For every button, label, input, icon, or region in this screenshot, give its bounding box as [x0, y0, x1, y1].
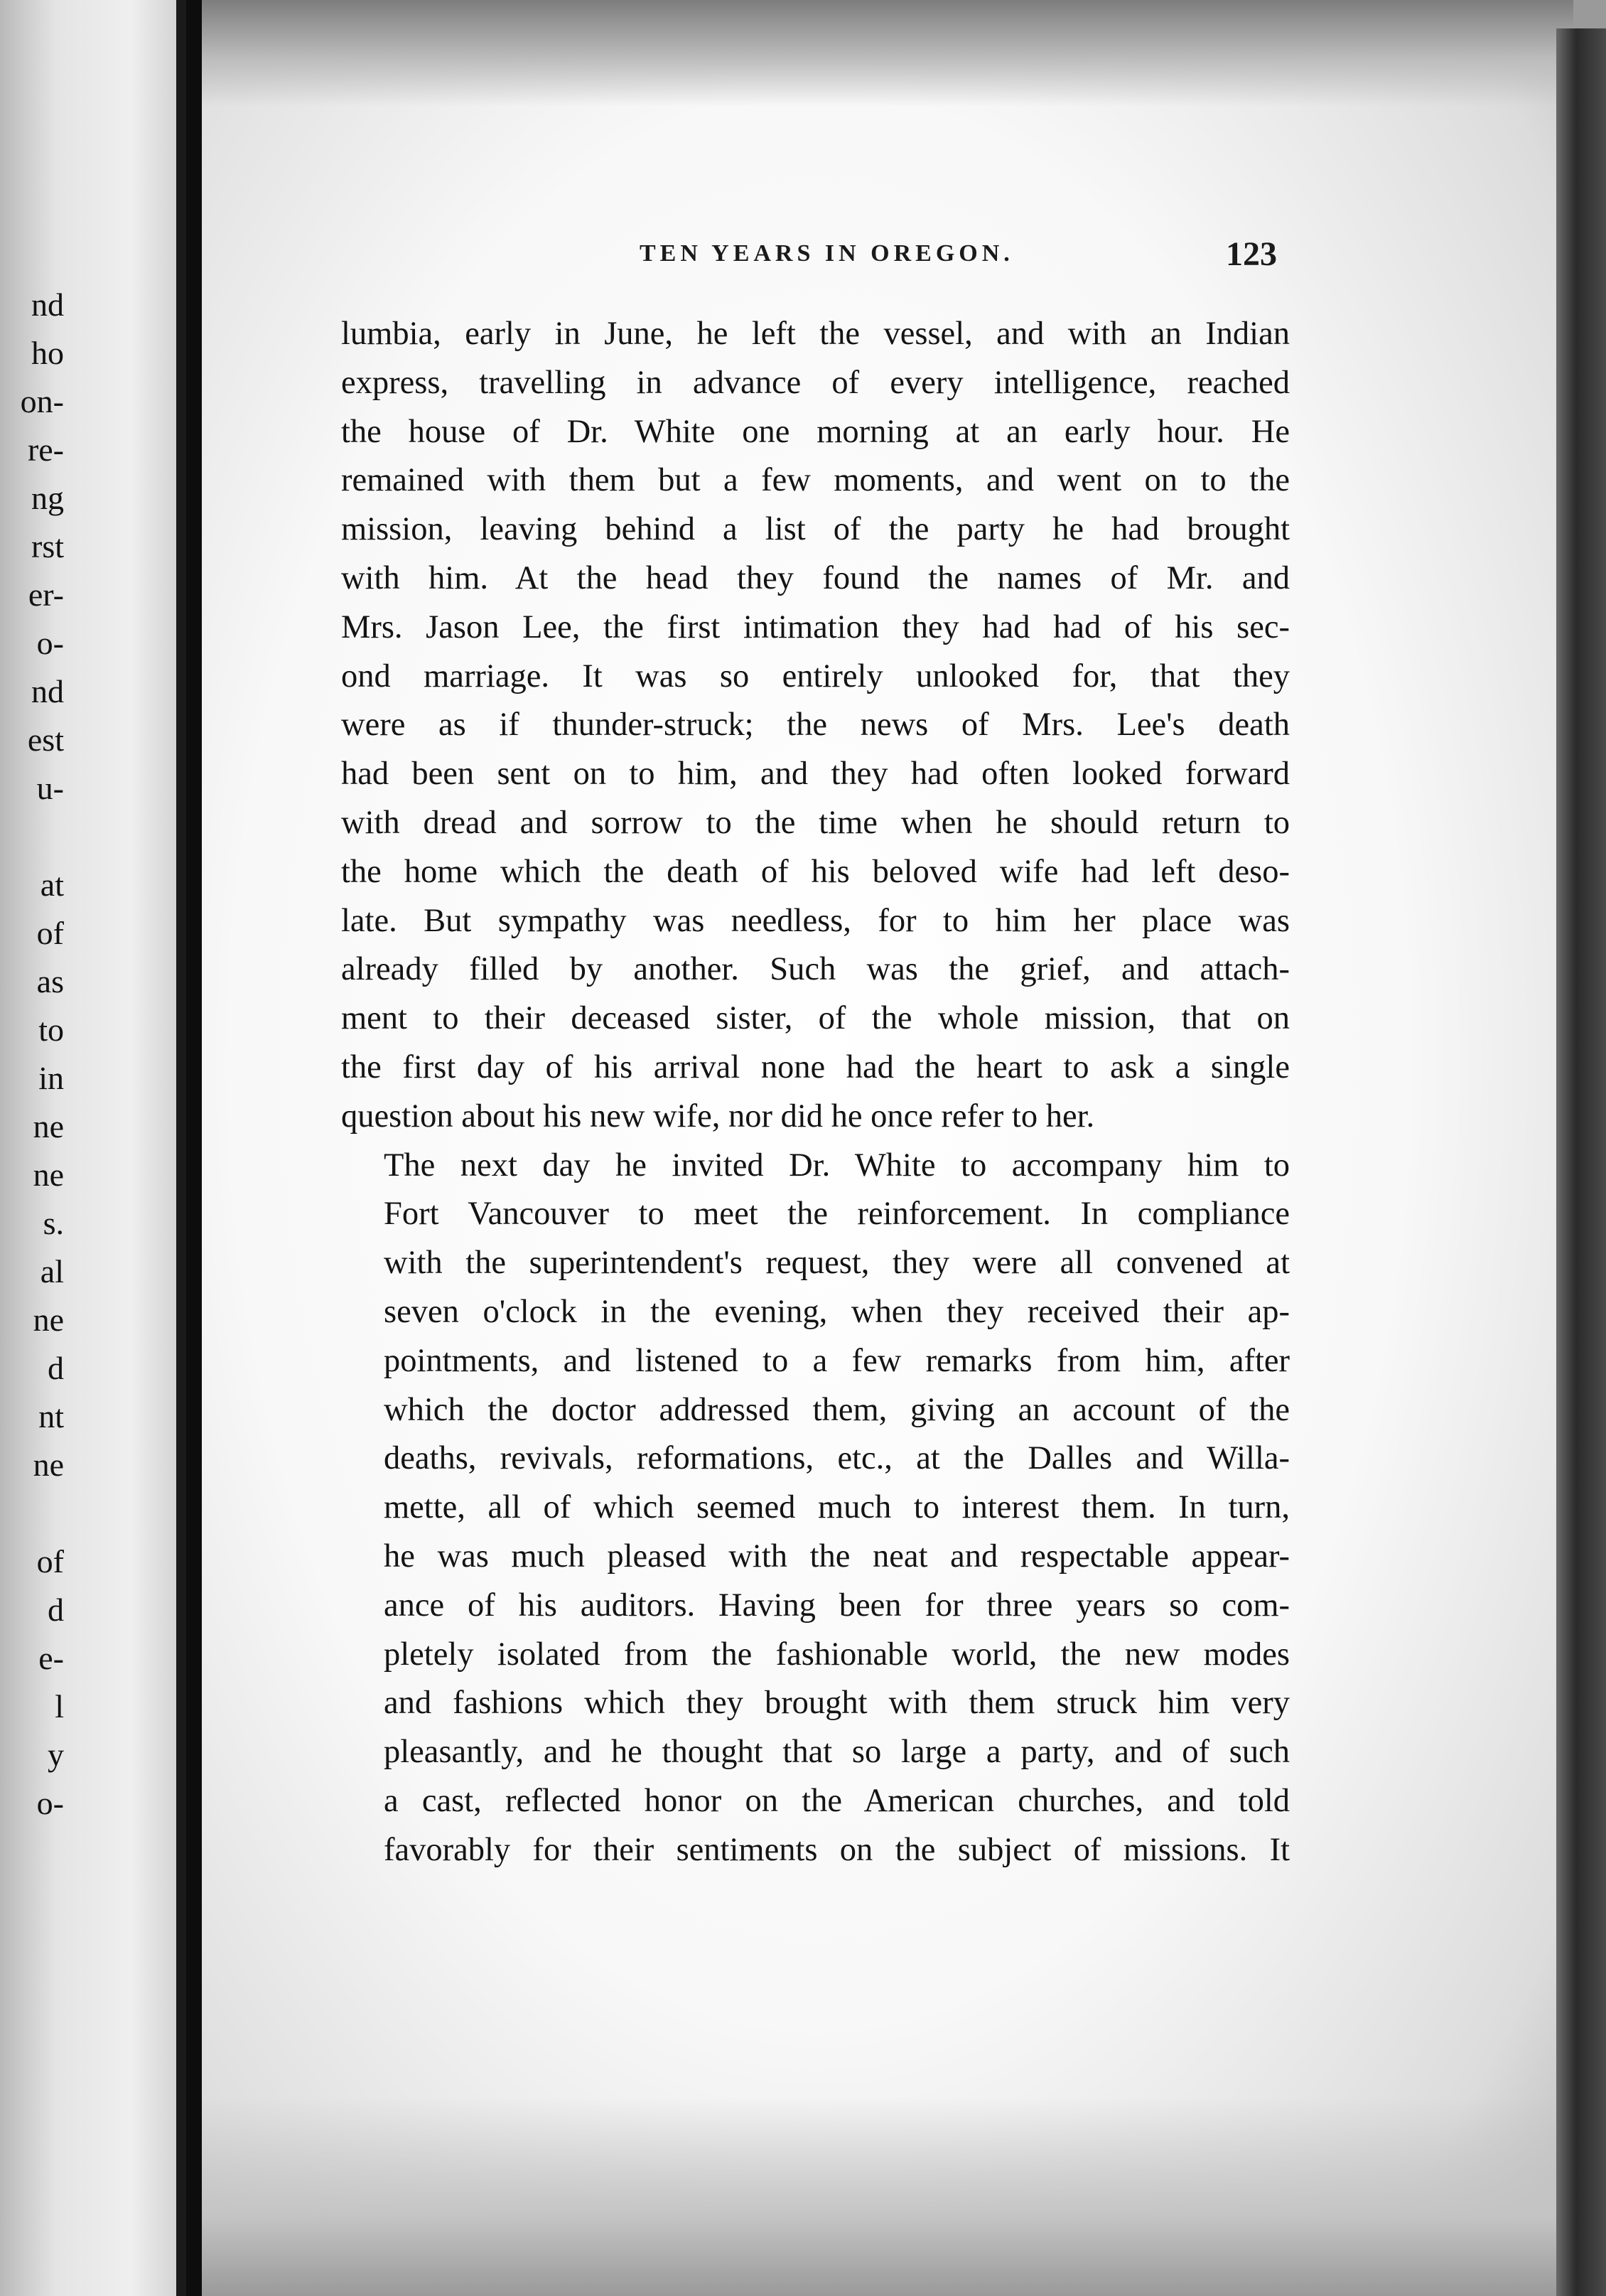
fragment-line: o- [36, 625, 64, 661]
facing-page-text-fragments [0, 281, 64, 1828]
body-text [341, 310, 1290, 1875]
text-line: question about his new wife, nor did he once refer to her. [341, 1098, 1095, 1134]
text-line: and fashions which they brought with them struck him very [384, 1685, 1290, 1722]
text-line: with the superintendent's request, they were all convened at [384, 1245, 1290, 1282]
fragment-line: ne [33, 1108, 64, 1144]
fragment-line: to [38, 1012, 64, 1048]
text-line: ance of his auditors. Having been for three years so com- [384, 1587, 1290, 1624]
fragment-line: in [38, 1060, 64, 1096]
fragment-line: ho [31, 335, 64, 371]
fragment-line: o- [36, 1785, 64, 1821]
text-line: mette, all of which seemed much to interest them. In turn, [384, 1489, 1290, 1526]
book-gutter [186, 0, 202, 2296]
text-line: pletely isolated from the fashionable world, the new modes [384, 1636, 1290, 1673]
top-shadow [202, 0, 1573, 107]
right-page-edge [1556, 28, 1606, 2296]
text-line: late. But sympathy was needless, for to him her place was [341, 902, 1290, 939]
text-line: The next day he invited Dr. White to accompany him to [384, 1147, 1290, 1184]
page-edge [176, 0, 186, 2296]
text-line: a cast, reflected honor on the American churches, and told [384, 1782, 1290, 1819]
fragment-line: ne [33, 1447, 64, 1483]
fragment-line: er- [28, 576, 64, 613]
text-line: seven o'clock in the evening, when they received their ap- [384, 1293, 1290, 1330]
fragment-line [0, 1489, 64, 1538]
text-line: ond marriage. It was so entirely unlooked for, that they [341, 658, 1290, 694]
running-head: TEN YEARS IN OREGON. [640, 240, 1014, 267]
text-line: pointments, and listened to a few remarks from him, after [384, 1342, 1290, 1379]
fragment-line: u- [36, 770, 64, 806]
fragment-line: rst [31, 528, 64, 564]
fragment-line: al [40, 1253, 64, 1289]
facing-page-margin [0, 0, 186, 2296]
text-line: with him. At the head they found the names of Mr. and [341, 559, 1290, 596]
fragment-line: l [55, 1688, 64, 1724]
fragment-line: as [36, 963, 64, 999]
text-line: he was much pleased with the neat and respectable appear- [384, 1538, 1290, 1575]
fragment-line: s. [43, 1205, 64, 1241]
paragraph-1 [341, 310, 1290, 1142]
fragment-line: nd [31, 673, 64, 709]
text-line: were as if thunder-struck; the news of Mrs. Lee's death [341, 707, 1290, 744]
fragment-line: nd [31, 286, 64, 323]
text-line: express, travelling in advance of every intelligence, reached [341, 364, 1290, 401]
text-line: the house of Dr. White one morning at an early hour. He [341, 413, 1290, 450]
bottom-shadow [202, 2097, 1573, 2296]
text-line: remained with them but a few moments, and went on to the [341, 462, 1290, 499]
fragment-line: e- [38, 1640, 64, 1676]
text-line: favorably for their sentiments on the subject of missions. It [384, 1831, 1290, 1868]
text-line: ment to their deceased sister, of the whole mission, that on [341, 1000, 1290, 1037]
fragment-line: y [48, 1737, 64, 1773]
text-line: already filled by another. Such was the grief, and attach- [341, 951, 1290, 988]
text-line: had been sent on to him, and they had often looked forward [341, 756, 1290, 793]
fragment-line [0, 812, 64, 861]
text-line: pleasantly, and he thought that so large a party, and of such [384, 1734, 1290, 1771]
fragment-line: re- [27, 431, 64, 468]
text-line: lumbia, early in June, he left the vessel, and with an Indian [341, 316, 1290, 352]
fragment-line: est [27, 721, 64, 758]
fragment-line: ng [31, 480, 64, 516]
text-line: the first day of his arrival none had the heart to ask a single [341, 1048, 1290, 1085]
text-line: mission, leaving behind a list of the party he had brought [341, 511, 1290, 548]
fragment-line: on- [20, 383, 64, 419]
page-number: 123 [1226, 235, 1277, 273]
fragment-line: ne [33, 1302, 64, 1338]
text-line: which the doctor addressed them, giving an account of the [384, 1391, 1290, 1428]
text-line: the home which the death of his beloved wife had left deso- [341, 853, 1290, 890]
fragment-line: nt [38, 1398, 64, 1434]
paragraph-2 [341, 1142, 1290, 1875]
text-line: with dread and sorrow to the time when he should return to [341, 804, 1290, 841]
text-line: deaths, revivals, reformations, etc., at the Dalles and Willa- [384, 1440, 1290, 1477]
fragment-line: of [36, 1543, 64, 1579]
fragment-line: at [40, 867, 64, 903]
fragment-line: d [48, 1592, 64, 1628]
text-line: Fort Vancouver to meet the reinforcement. In compliance [384, 1196, 1290, 1233]
fragment-line: ne [33, 1157, 64, 1193]
fragment-line: d [48, 1350, 64, 1386]
text-line: Mrs. Jason Lee, the first intimation they had had of his sec- [341, 608, 1290, 645]
fragment-line: of [36, 915, 64, 951]
